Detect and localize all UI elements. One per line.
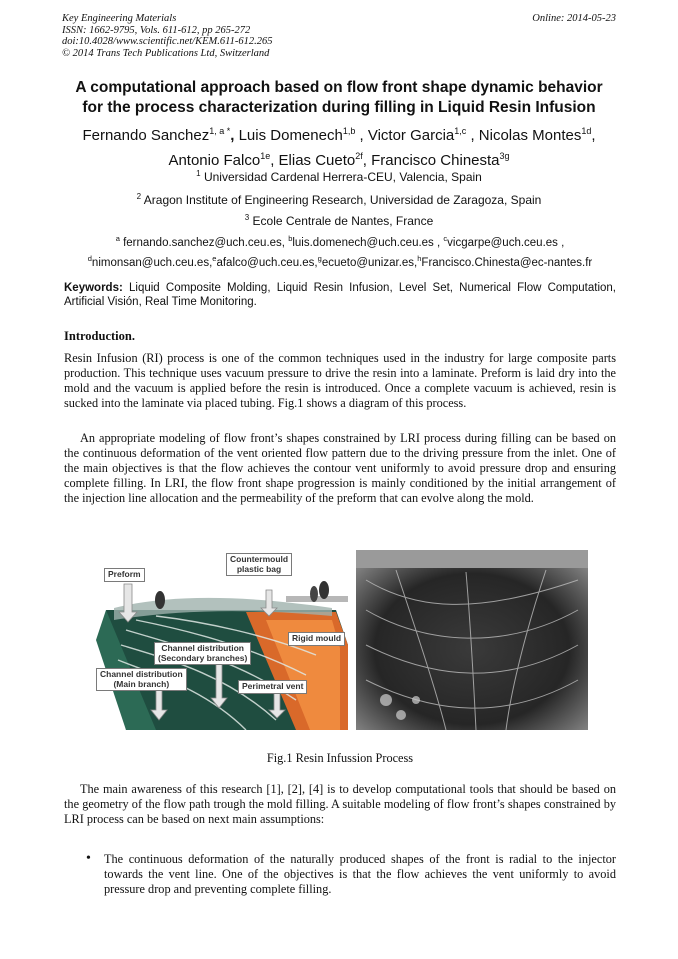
email-link[interactable]: ecueto@unizar.es,	[321, 256, 418, 269]
online-date: Online: 2014-05-23	[532, 13, 616, 24]
email-link[interactable]: luis.domenech@uch.ceu.es ,	[292, 236, 441, 249]
figure-photo	[356, 550, 588, 730]
title-line-2: for the process characterization during filling in Liquid Resin Infusion	[82, 99, 596, 116]
author-sup: 1,c	[454, 126, 467, 136]
keywords-text: Liquid Composite Molding, Liquid Resin Infusion, Level Set, Numerical Flow Computation, Artificial Visión, Real Time Monitoring.	[64, 282, 616, 308]
keywords	[64, 281, 616, 309]
paragraph-3: The main awareness of this research [1], [2], [4] is to develop computational tools that should be based on the geometry of the flow path trough the mold filling. A suitable modeling of flow front’s shapes constrained by LRI process can be based on next main assumptions:	[64, 782, 616, 827]
author-name: Nicolas Montes	[478, 127, 582, 144]
figure-diagram	[96, 550, 348, 730]
author-name: Fernando Sanchez	[82, 127, 210, 144]
email-link[interactable]: vicgarpe@uch.ceu.es ,	[447, 236, 565, 249]
paragraph-2: An appropriate modeling of flow front’s shapes constrained by LRI process during filling can be based on the continuous deformation of the vent oriented flow pattern due to the driving pressure from the inlet. One of the main objectives is that the flow achieves the contour vent uniformly to avoid pressure drop and ensuring complete filling. In LRI, the flow front shape progression is mainly conditioned by the initial arrangement of the injection line allocation and the permeability of the preform that can evolve along the mold.	[64, 431, 616, 506]
bullet-item-1: The continuous deformation of the naturally produced shapes of the front is radial to the injector towards the vent line. One of the objectives is that the flow achieves the vent uniformly to avoid pressure drop and preventing complete filling.	[104, 852, 616, 897]
label-rigid-mould: Rigid mould	[288, 632, 345, 646]
author-name: Victor Garcia	[367, 127, 455, 144]
author-name: Elias Cueto	[278, 152, 356, 169]
author-sup: 2f	[355, 151, 363, 161]
journal-name: Key Engineering Materials	[62, 13, 177, 24]
figure-caption: Fig.1 Resin Infussion Process	[266, 751, 414, 765]
label-perimetral-vent: Perimetral vent	[238, 680, 307, 694]
bullet-marker: •	[86, 851, 91, 866]
author-name: Francisco Chinesta	[371, 152, 500, 169]
label-channel-main: Channel distribution (Main branch)	[96, 668, 187, 691]
author-sup: 3g	[499, 151, 510, 161]
author-sup: 1d	[581, 126, 592, 136]
author-sup: 1, a *	[209, 126, 231, 136]
section-heading-introduction: Introduction.	[64, 329, 135, 343]
author-name: Antonio Falco	[168, 152, 261, 169]
paper-title	[40, 78, 638, 118]
journal-issn: ISSN: 1662-9795, Vols. 611-612, pp 265-272	[62, 24, 251, 36]
email-link[interactable]: afalco@uch.ceu.es,	[216, 256, 318, 269]
affiliation-1: $^1$ Universidad Cardenal Herrera-CEU, Valencia, Spain	[196, 169, 482, 184]
author-name: Luis Domenech	[238, 127, 343, 144]
label-countermould: Countermould plastic bag	[226, 553, 292, 576]
paragraph-1: Resin Infusion (RI) process is one of the common techniques used in the industry for large composite parts production. This technique uses vacuum pressure to drive the resin into a laminate. Preform is laid dry into the mold and the vacuum is applied before the resin is introduced. Once a complete vacuum is achieved, resin is sucked into the laminate via placed tubing. Fig.1 shows a diagram of this process.	[64, 351, 616, 411]
author-list: Fernando Sanchez$^{1, a *}$, Luis Domenech$^{1,b}$ , Victor Garcia$^{1,c}$ , Nicolas Montes$^{1d}$, Antonio Falco$^{1e}$, Elias Cueto$^{2f}$, Francisco Chinesta$^{3g}$	[82, 126, 596, 169]
label-channel-secondary: Channel distribution (Secondary branches)	[154, 642, 251, 665]
title-line-1: A computational approach based on flow front shape dynamic behavior	[75, 79, 603, 96]
journal-header	[62, 13, 616, 59]
email-link[interactable]: Francisco.Chinesta@ec-nantes.fr	[421, 256, 593, 269]
author-emails: $^a$ fernando.sanchez@uch.ceu.es, $^b$luis.domenech@uch.ceu.es , $^c$vicgarpe@uch.ceu.es , $^d$nimonsan@uch.ceu.es,$^e$afalco@uch.ceu.es,$^g$ecueto@unizar.es,$^h$Francisco.Chinesta@ec-nantes.fr	[87, 234, 593, 269]
journal-copyright: © 2014 Trans Tech Publications Ltd, Switzerland	[62, 47, 270, 59]
affiliation-2: $^2$ Aragon Institute of Engineering Research, Universidad de Zaragoza, Spain	[136, 192, 542, 207]
author-sup: 1,b	[342, 126, 356, 136]
label-preform: Preform	[104, 568, 145, 582]
affiliation-3: $^3$ Ecole Centrale de Nantes, France	[244, 213, 434, 228]
email-link[interactable]: nimonsan@uch.ceu.es,	[91, 256, 213, 269]
email-link[interactable]: fernando.sanchez@uch.ceu.es,	[123, 236, 285, 249]
keywords-label: Keywords:	[64, 282, 123, 294]
journal-doi[interactable]: doi:10.4028/www.scientific.net/KEM.611-612.265	[62, 36, 273, 47]
author-sup: 1e	[260, 151, 271, 161]
mould-photo	[356, 550, 588, 730]
